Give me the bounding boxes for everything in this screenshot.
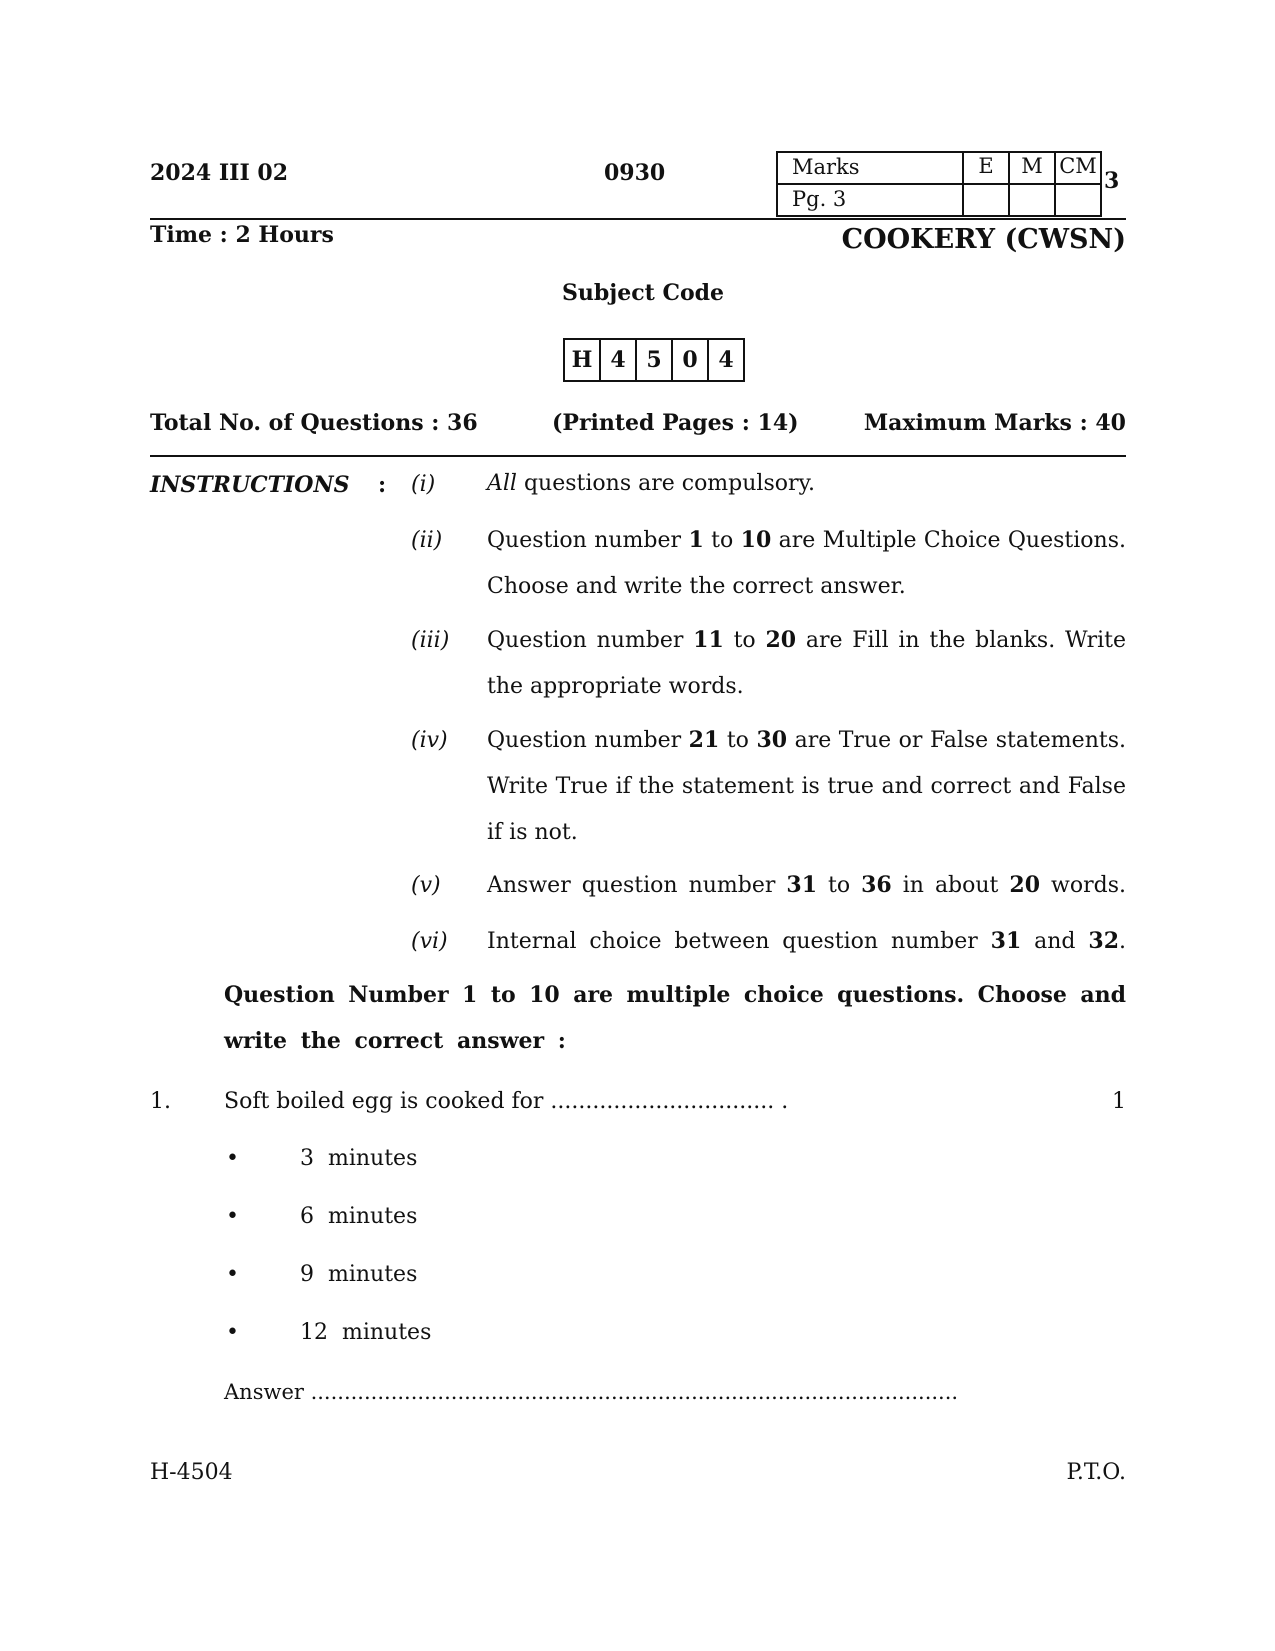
instruction-text-part: to <box>719 728 757 753</box>
instructions-heading: INSTRUCTIONS <box>150 472 350 498</box>
instruction-line: if is not. <box>487 820 578 845</box>
instruction-line <box>487 517 1126 564</box>
question-text: Soft boiled egg is cooked for ................................ . <box>224 1089 789 1114</box>
instruction-text-part: in about <box>891 873 1010 898</box>
code-box: 4 <box>600 339 636 381</box>
marks-label: Marks <box>777 152 963 184</box>
printed-pages: (Printed Pages : 14) <box>552 410 799 436</box>
total-questions: Total No. of Questions : 36 <box>150 410 478 436</box>
instructions-colon: : <box>378 472 387 498</box>
code-box: 5 <box>636 339 672 381</box>
option: 3 minutes <box>300 1146 418 1171</box>
section-heading-line: Question Number 1 to 10 are multiple choice questions. Choose and <box>224 982 1126 1008</box>
center-code: 0930 <box>604 160 666 186</box>
question-marks: 1 <box>1112 1089 1126 1114</box>
instruction-line: the appropriate words. <box>487 674 744 699</box>
option: 9 minutes <box>300 1262 418 1287</box>
bullet-icon: • <box>226 1320 239 1345</box>
instruction-text-part: are True or False statements. <box>787 728 1126 753</box>
page-number: 3 <box>1104 168 1120 194</box>
instruction-number: (i) <box>411 472 436 497</box>
marks-cell-e <box>963 184 1009 216</box>
bullet-icon: • <box>226 1204 239 1229</box>
page-label: Pg. 3 <box>777 184 963 216</box>
instruction-text-part: words. <box>1040 873 1126 898</box>
instruction-line: Choose and write the correct answer. <box>487 574 906 599</box>
instruction-text-part: Answer question number <box>487 873 787 898</box>
instruction-number: (ii) <box>411 528 443 553</box>
instruction-number-bold: 31 <box>786 872 818 898</box>
instruction-line: Write True if the statement is true and correct and False <box>487 774 1126 799</box>
marks-cell-cm <box>1055 184 1101 216</box>
instruction-text <box>487 918 1126 965</box>
instruction-text-part: to <box>723 628 766 653</box>
instruction-number: (vi) <box>411 929 448 954</box>
maximum-marks: Maximum Marks : 40 <box>863 410 1126 436</box>
instruction-text-part: Question number <box>487 528 689 553</box>
marks-col-cm: CM <box>1055 152 1101 184</box>
instruction-emphasis: All <box>487 471 517 496</box>
instruction-line <box>487 862 1126 909</box>
exam-code: 2024 III 02 <box>150 160 289 186</box>
subject-title: COOKERY (CWSN) <box>841 224 1126 255</box>
instruction-text-part: are Multiple Choice Questions. <box>771 528 1126 553</box>
instruction-text <box>487 617 1126 710</box>
instruction-number-bold: 11 <box>693 627 724 653</box>
instruction-text-part: are Fill in the blanks. Write <box>796 628 1126 653</box>
instruction-text <box>487 461 1126 507</box>
instruction-text <box>487 717 1126 856</box>
question-number: 1. <box>150 1089 171 1114</box>
answer-line: Answer ................................................................................................. <box>224 1380 959 1404</box>
time-allowed: Time : 2 Hours <box>150 222 334 248</box>
instruction-number: (v) <box>411 873 441 898</box>
section-heading <box>224 972 1126 1064</box>
instruction-number: (iii) <box>411 628 450 653</box>
instruction-text-part: to <box>817 873 862 898</box>
option: 6 minutes <box>300 1204 418 1229</box>
instruction-number: (iv) <box>411 728 448 753</box>
instruction-number-bold: 32 <box>1088 928 1120 954</box>
code-box: 0 <box>672 339 708 381</box>
instruction-number-bold: 31 <box>990 928 1022 954</box>
instruction-number-bold: 1 <box>688 527 704 553</box>
marks-col-m: M <box>1009 152 1055 184</box>
option: 12 minutes <box>300 1320 432 1345</box>
summary-rule <box>150 455 1126 457</box>
instruction-text-part: . <box>1119 929 1127 954</box>
instruction-text <box>487 517 1126 610</box>
footer-code: H-4504 <box>150 1460 233 1485</box>
instruction-line <box>487 717 1126 764</box>
instruction-line <box>487 617 1126 664</box>
footer-pto: P.T.O. <box>1066 1460 1126 1485</box>
instruction-text-part: Question number <box>487 728 689 753</box>
instruction-text-part: Question number <box>487 628 694 653</box>
instruction-number-bold: 30 <box>756 727 788 753</box>
section-heading-line: write the correct answer : <box>224 1028 566 1054</box>
instruction-number-bold: 20 <box>1009 872 1041 898</box>
marks-cell-m <box>1009 184 1055 216</box>
instruction-line <box>487 918 1126 965</box>
instruction-text-part: to <box>703 528 741 553</box>
instruction-number-bold: 36 <box>861 872 892 898</box>
instruction-number-bold: 21 <box>688 727 720 753</box>
bullet-icon: • <box>226 1146 239 1171</box>
instruction-number-bold: 10 <box>740 527 772 553</box>
instruction-text <box>487 862 1126 909</box>
instruction-number-bold: 20 <box>765 627 797 653</box>
subject-code-boxes <box>563 338 745 382</box>
instruction-text-part: and <box>1021 929 1089 954</box>
code-box: 4 <box>708 339 744 381</box>
header-rule <box>150 218 1126 220</box>
marks-col-e: E <box>963 152 1009 184</box>
marks-box <box>776 151 1102 217</box>
subject-code-label: Subject Code <box>562 280 725 306</box>
bullet-icon: • <box>226 1262 239 1287</box>
instruction-text-part: Internal choice between question number <box>487 929 991 954</box>
instruction-text-part: questions are compulsory. <box>516 471 816 496</box>
code-box: H <box>564 339 600 381</box>
